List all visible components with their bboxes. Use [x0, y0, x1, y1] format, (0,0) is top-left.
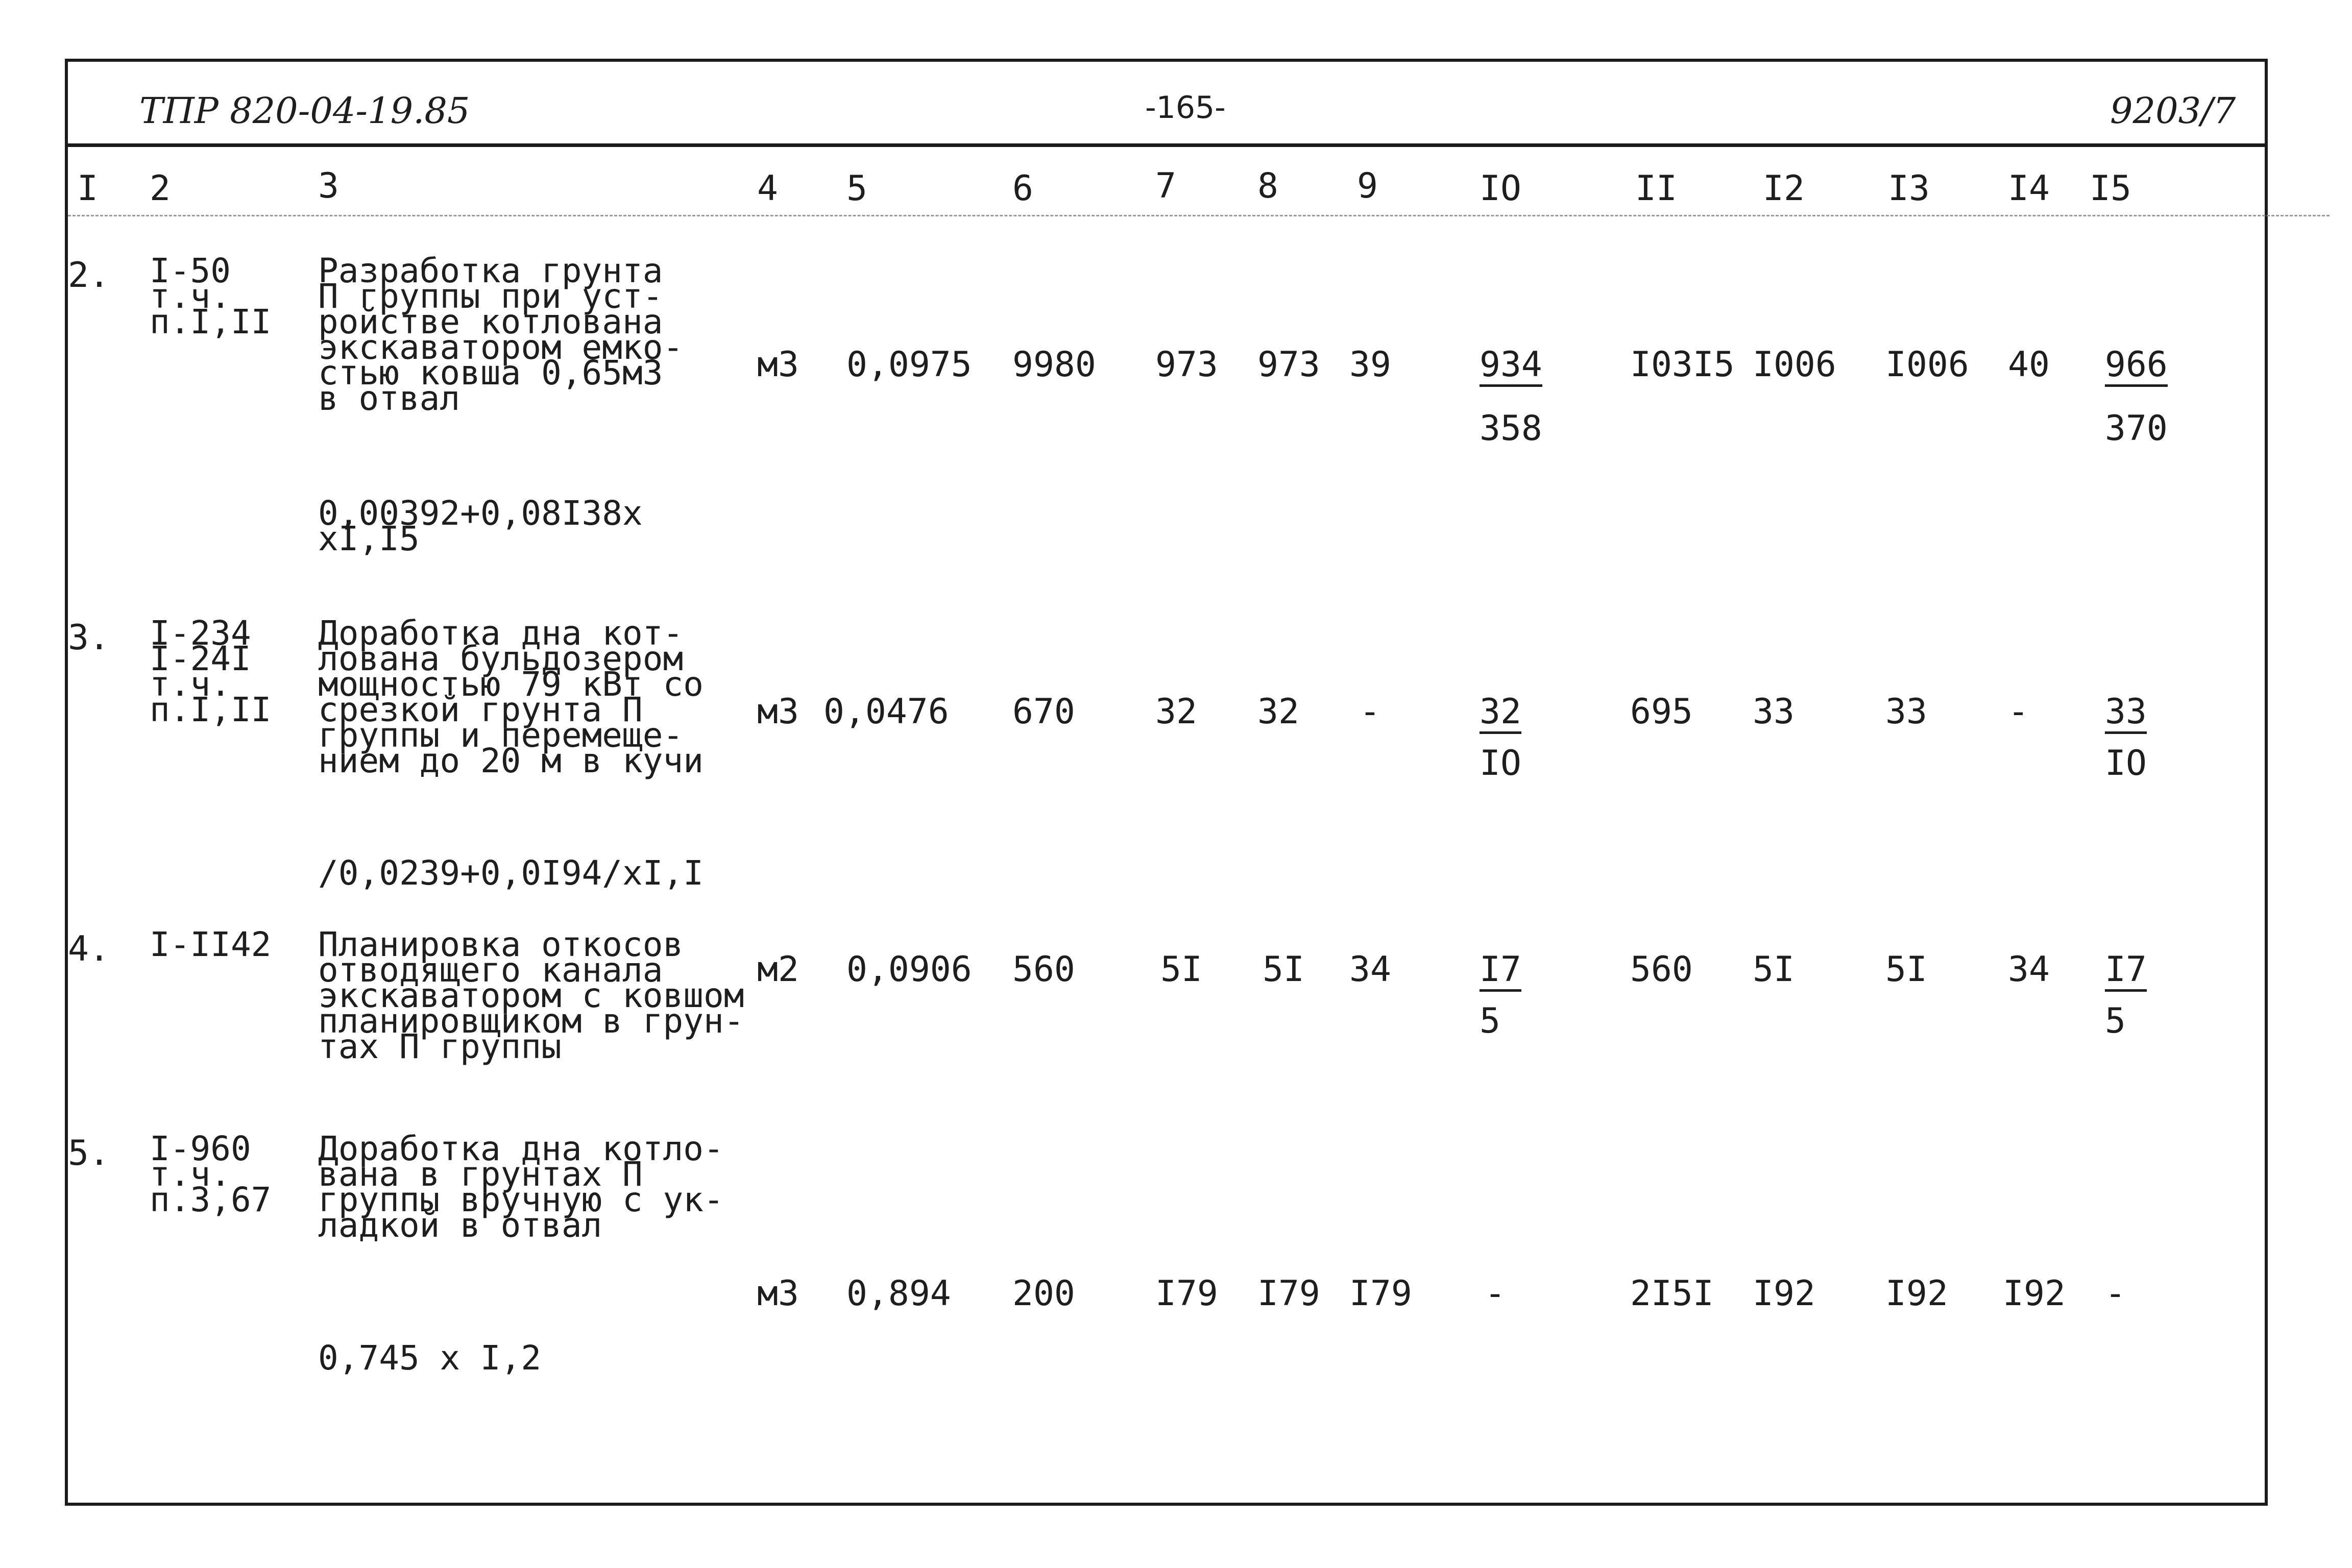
col-header-1: I — [77, 168, 98, 209]
row-col11: 695 — [1630, 692, 1693, 732]
page-number: -165- — [1145, 90, 1226, 126]
row-unit: м3 — [757, 1273, 799, 1314]
row-col12: 33 — [1753, 692, 1795, 732]
document-code: ТПР 820-04-19.85 — [139, 90, 470, 132]
row-col7: 32 — [1155, 692, 1197, 732]
row-col10-numerator: I7 — [1480, 952, 1521, 992]
row-col10-numerator: 32 — [1480, 695, 1521, 734]
header-rule — [68, 143, 2265, 147]
row-formula: /0,0239+0,0I94/xI,I — [318, 853, 704, 893]
row-col12: I92 — [1753, 1273, 1815, 1314]
row-col5: 0,0906 — [846, 949, 972, 990]
row-col10-fraction — [1480, 345, 1542, 449]
row-unit: м3 — [757, 345, 799, 385]
row-col7: 973 — [1155, 345, 1218, 385]
row-unit: м3 — [757, 692, 799, 732]
row-col11: I03I5 — [1630, 345, 1735, 385]
row-col10-numerator: 934 — [1480, 348, 1542, 387]
row-col6: 670 — [1012, 692, 1075, 732]
row-formula: 0,745 x I,2 — [318, 1338, 542, 1378]
row-col15-denominator: 5 — [2105, 1001, 2126, 1041]
col-header-5: 5 — [846, 168, 867, 209]
col-header-4: 4 — [757, 168, 778, 209]
row-col10-denominator: 358 — [1480, 408, 1542, 449]
row-col10-fraction — [1480, 692, 1521, 783]
row-formula: 0,00392+0,08I38x xI,I5 — [318, 494, 643, 558]
row-description: Разработка грунта П группы при уст- ройстве котлована экскаватором емко- стью ковша 0,65м3 в отвал — [318, 251, 684, 418]
col-header-8: 8 — [1257, 166, 1278, 206]
row-col11: 2I5I — [1630, 1273, 1714, 1314]
col-header-6: 6 — [1012, 168, 1033, 209]
col-header-11: II — [1635, 168, 1677, 209]
col-header-14: I4 — [2008, 168, 2050, 209]
row-col15-fraction — [2105, 692, 2147, 783]
row-description: Планировка откосов отводящего канала экскаватором с ковшом планировщиком в грун- тах П группы — [318, 925, 744, 1066]
row-col9: 39 — [1349, 345, 1391, 385]
row-col13: 5I — [1885, 949, 1927, 990]
row-col9: I79 — [1349, 1273, 1412, 1314]
row-col12: I006 — [1753, 345, 1836, 385]
row-col14: 40 — [2008, 345, 2050, 385]
row-col14: - — [2008, 692, 2029, 732]
row-col9: 34 — [1349, 949, 1391, 990]
row-description: Доработка дна котло- вана в грунтах П группы вручную с ук- ладкой в отвал — [318, 1129, 724, 1245]
column-header-underline — [68, 215, 2330, 216]
row-col15: - — [2105, 1273, 2126, 1314]
row-col5: 0,0975 — [846, 345, 972, 385]
row-col6: 200 — [1012, 1273, 1075, 1314]
row-code: I-234 I-24I т.ч. п.I,II — [150, 614, 272, 729]
row-col15-denominator: 370 — [2105, 408, 2168, 449]
row-col15-numerator: 966 — [2105, 348, 2168, 387]
row-col15-fraction — [2105, 345, 2168, 449]
row-col15-numerator: 33 — [2105, 695, 2147, 734]
row-col10-denominator: 5 — [1480, 1001, 1500, 1041]
row-col5: 0,0476 — [823, 692, 949, 732]
row-col12: 5I — [1753, 949, 1795, 990]
row-col8: 973 — [1257, 345, 1320, 385]
row-col15-denominator: IO — [2105, 743, 2147, 783]
row-col15-numerator: I7 — [2105, 952, 2147, 992]
row-col10-fraction — [1480, 949, 1521, 1041]
row-number: 2. — [68, 255, 110, 296]
row-col9: - — [1360, 692, 1380, 732]
col-header-13: I3 — [1888, 168, 1930, 209]
row-description: Доработка дна кот- лована бульдозером мощностью 79 кВт со срезкой грунта П группы и перемеще- нием до 20 м в кучи — [318, 614, 704, 780]
row-number: 3. — [68, 618, 110, 658]
row-col5: 0,894 — [846, 1273, 951, 1314]
sheet-code: 9203/7 — [2110, 90, 2236, 132]
row-col7: 5I — [1160, 949, 1202, 990]
row-code: I-960 т.ч. п.3,67 — [150, 1129, 272, 1219]
row-col15-fraction — [2105, 949, 2147, 1041]
row-col6: 560 — [1012, 949, 1075, 990]
row-col6: 9980 — [1012, 345, 1096, 385]
row-unit: м2 — [757, 949, 799, 990]
row-col7: I79 — [1155, 1273, 1218, 1314]
col-header-7: 7 — [1155, 166, 1176, 206]
col-header-10: IO — [1480, 168, 1521, 209]
row-col8: 32 — [1257, 692, 1299, 732]
row-col10: - — [1485, 1273, 1506, 1314]
row-code: I-II42 — [150, 925, 272, 964]
col-header-15: I5 — [2090, 168, 2131, 209]
row-col14: 34 — [2008, 949, 2050, 990]
row-col13: I006 — [1885, 345, 1969, 385]
estimate-sheet — [65, 59, 2268, 1506]
row-col13: I92 — [1885, 1273, 1948, 1314]
row-col8: 5I — [1263, 949, 1304, 990]
row-code: I-50 т.ч. п.I,II — [150, 251, 272, 341]
row-col8: I79 — [1257, 1273, 1320, 1314]
row-col10-denominator: IO — [1480, 743, 1521, 783]
row-col14: I92 — [2003, 1273, 2066, 1314]
row-number: 4. — [68, 929, 110, 969]
col-header-2: 2 — [150, 168, 171, 209]
col-header-12: I2 — [1763, 168, 1805, 209]
row-col11: 560 — [1630, 949, 1693, 990]
row-col13: 33 — [1885, 692, 1927, 732]
row-number: 5. — [68, 1133, 110, 1173]
col-header-3: 3 — [318, 166, 339, 206]
col-header-9: 9 — [1357, 166, 1378, 206]
